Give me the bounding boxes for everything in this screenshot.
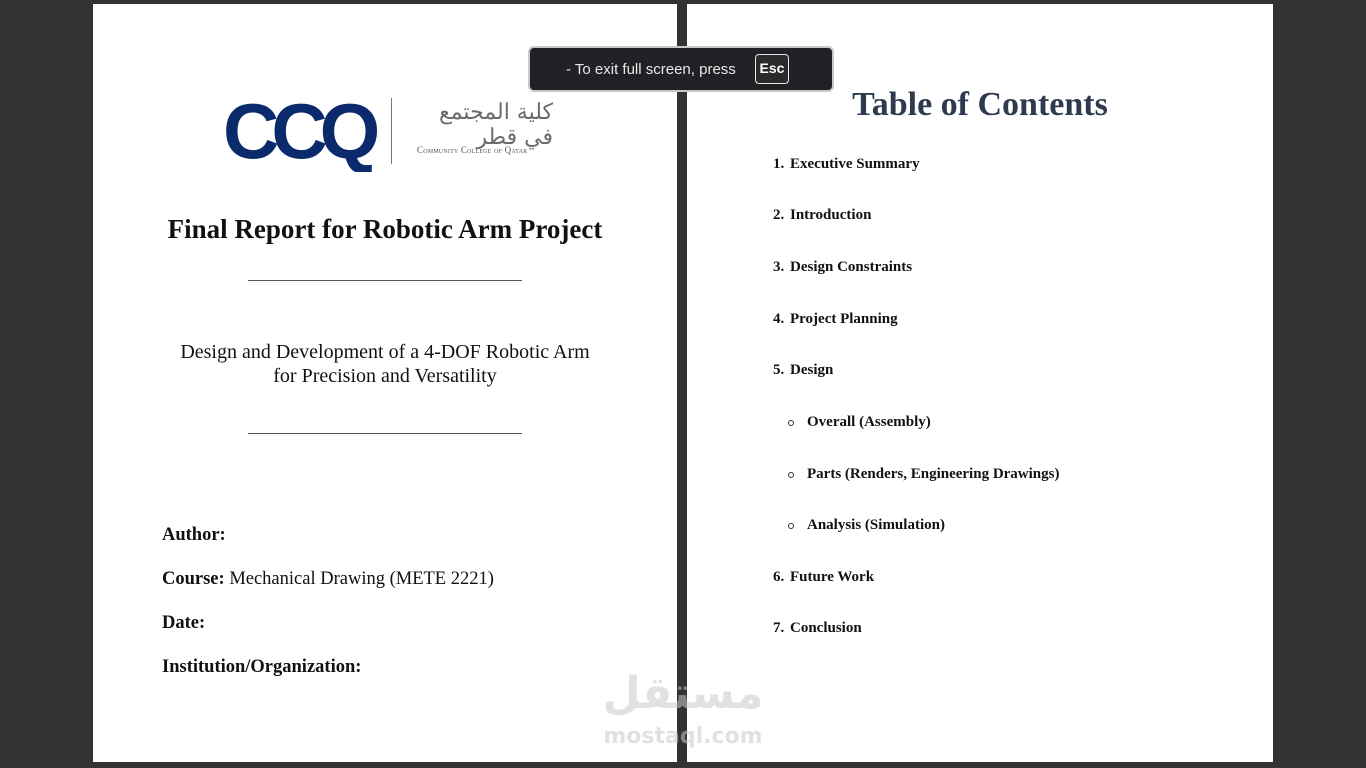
toc-item[interactable]	[773, 620, 862, 637]
toc-item-number: 1.	[773, 156, 785, 172]
report-subtitle	[143, 340, 627, 388]
toc-item-number: 2.	[773, 207, 785, 223]
circle-bullet-icon	[788, 420, 794, 426]
toc-subitem-label: Analysis (Simulation)	[807, 517, 945, 533]
toc-item-label: Future Work	[790, 569, 875, 585]
fullscreen-notice-text: - To exit full screen, press	[566, 61, 736, 78]
logo-arabic-text: كلية المجتمع في قطر	[439, 100, 553, 150]
toc-item-label: Design	[790, 362, 834, 378]
subtitle-line-2: for Precision and Versatility	[273, 365, 497, 387]
author-field	[162, 525, 226, 546]
date-field	[162, 613, 205, 634]
mostaql-watermark	[598, 668, 768, 752]
toc-item-label: Design Constraints	[790, 259, 913, 275]
toc-item-label: Project Planning	[790, 311, 898, 327]
course-label: Course:	[162, 569, 225, 589]
cover-page	[93, 4, 677, 762]
toc-item-number: 7.	[773, 620, 785, 636]
date-label: Date:	[162, 613, 206, 633]
subtitle-line-1: Design and Development of a 4-DOF Robotic Arm	[180, 341, 590, 363]
toc-item[interactable]	[773, 362, 833, 379]
ccq-logo	[223, 92, 553, 172]
toc-subitem[interactable]	[807, 517, 945, 534]
subtitle-divider	[248, 433, 522, 434]
logo-english-text: Community College of Qatar	[417, 145, 528, 155]
toc-item-label: Conclusion	[790, 620, 862, 636]
ccq-logo-mark	[223, 92, 413, 172]
toc-title: Table of Contents	[852, 86, 1108, 123]
toc-item-number: 5.	[773, 362, 785, 378]
course-field	[162, 569, 494, 590]
author-label: Author:	[162, 525, 226, 545]
toc-subitem[interactable]	[807, 414, 931, 431]
course-value: Mechanical Drawing (METE 2221)	[229, 569, 494, 589]
toc-item-number: 4.	[773, 311, 785, 327]
toc-page	[687, 4, 1273, 762]
toc-item-number: 6.	[773, 569, 785, 585]
title-divider	[248, 280, 522, 281]
toc-item[interactable]	[773, 259, 912, 276]
toc-item[interactable]	[773, 156, 920, 173]
fullscreen-exit-notice	[528, 46, 834, 92]
toc-item[interactable]	[773, 311, 898, 328]
watermark-latin: mostaql.com	[603, 724, 763, 749]
toc-item[interactable]	[773, 569, 874, 586]
toc-item-label: Executive Summary	[790, 156, 920, 172]
toc-item-number: 3.	[773, 259, 785, 275]
toc-subitem[interactable]	[807, 466, 1059, 483]
toc-item[interactable]	[773, 207, 871, 224]
circle-bullet-icon	[788, 472, 794, 478]
toc-subitem-label: Parts (Renders, Engineering Drawings)	[807, 466, 1060, 482]
institution-label: Institution/Organization:	[162, 657, 362, 677]
institution-field	[162, 657, 361, 678]
ccq-logo-letters: CCQ	[223, 92, 373, 172]
logo-divider	[391, 98, 392, 164]
esc-key[interactable]: Esc	[755, 54, 789, 84]
watermark-arabic: مستقل	[602, 668, 764, 719]
circle-bullet-icon	[788, 523, 794, 529]
toc-item-label: Introduction	[790, 207, 872, 223]
toc-subitem-label: Overall (Assembly)	[807, 414, 931, 430]
report-title: Final Report for Robotic Arm Project	[167, 214, 603, 244]
